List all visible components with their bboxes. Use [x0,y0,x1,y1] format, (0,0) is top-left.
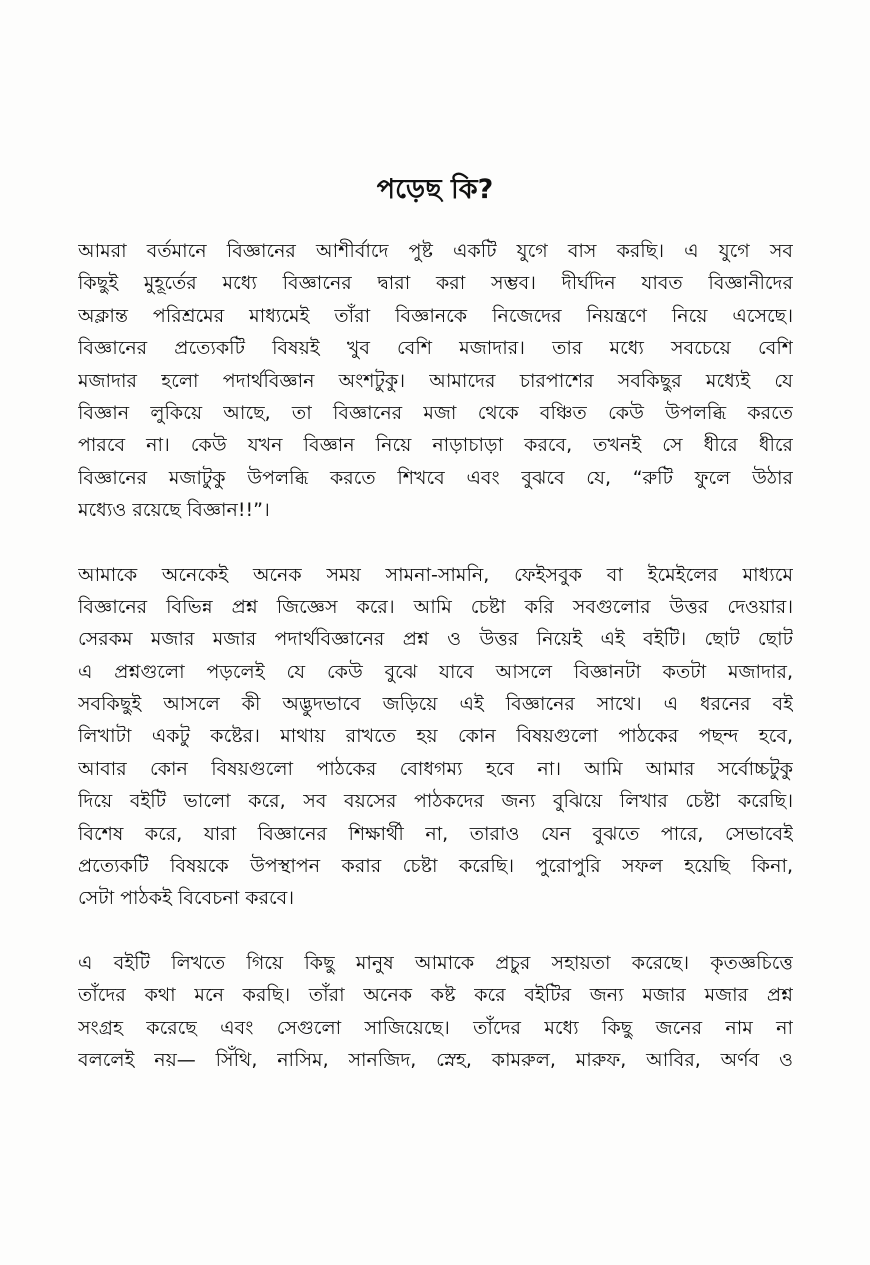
text-line: বিজ্ঞানের বিভিন্ন প্রশ্ন জিজ্ঞেস করে। আমি চেষ্টা করি সবগুলোর উত্তর দেওয়ার। [78,595,793,618]
text-line: এ বইটি লিখতে গিয়ে কিছু মানুষ আমাকে প্রচুর সহায়তা করেছে। কৃতজ্ঞচিত্তে [78,951,793,974]
text-line: আমরা বর্তমানে বিজ্ঞানের আশীর্বাদে পুষ্ট একটি যুগে বাস করছি। এ যুগে সব [78,240,793,262]
text-line: বিশেষ করে, যারা বিজ্ঞানের শিক্ষার্থী না, তারাও যেন বুঝতে পারে, সেভাবেই [78,822,793,845]
paragraph-2 [78,559,793,915]
text-line: আবার কোন বিষয়গুলো পাঠকের বোধগম্য হবে না। আমি আমার সর্বোচ্চটুকু [78,757,793,780]
paragraph-3 [78,947,793,1077]
paragraph-1 [78,235,793,527]
text-line: দিয়ে বইটি ভালো করে, সব বয়সের পাঠকদের জন্য বুঝিয়ে লিখার চেষ্টা করেছি। [78,790,793,813]
text-line: সংগ্রহ করেছে এবং সেগুলো সাজিয়েছে। তাঁদের মধ্যে কিছু জনের নাম না [78,1016,793,1039]
text-line: সবকিছুই আসলে কী অদ্ভুদভাবে জড়িয়ে এই বিজ্ঞানের সাথে। এ ধরনের বই [78,693,793,716]
text-line: অক্লান্ত পরিশ্রমের মাধ্যমেই তাঁরা বিজ্ঞানকে নিজেদের নিয়ন্ত্রণে নিয়ে এসেছে। [78,304,793,327]
text-line: বিজ্ঞানের প্রত্যেকটি বিষয়ই খুব বেশি মজাদার। তার মধ্যে সবচেয়ে বেশি [78,337,793,360]
text-line: পারবে না। কেউ যখন বিজ্ঞান নিয়ে নাড়াচাড়া করবে, তখনই সে ধীরে ধীরে [78,434,793,457]
text-line: বললেই নয়— সিঁথি, নাসিম, সানজিদ, স্নেহ, কামরুল, মারুফ, আবির, অর্ণব ও [78,1048,793,1071]
body-text [78,235,793,1076]
text-line: মধ্যেও রয়েছে বিজ্ঞান!!”। [78,499,270,522]
text-line: বিজ্ঞান লুকিয়ে আছে, তা বিজ্ঞানের মজা থেকে বঞ্চিত কেউ উপলব্ধি করতে [78,401,793,424]
page-title: পড়েছ কি? [376,174,494,205]
text-line: তাঁদের কথা মনে করছি। তাঁরা অনেক কষ্ট করে বইটির জন্য মজার মজার প্রশ্ন [78,984,793,1007]
text-line: মজাদার হলো পদার্থবিজ্ঞান অংশটুকু। আমাদের চারপাশের সবকিছুর মধ্যেই যে [78,369,793,392]
text-line: এ প্রশ্নগুলো পড়লেই যে কেউ বুঝে যাবে আসলে বিজ্ঞানটা কতটা মজাদার, [78,660,793,683]
text-line: লিখাটা একটু কষ্টের। মাথায় রাখতে হয় কোন বিষয়গুলো পাঠকের পছন্দ হবে, [78,725,793,748]
text-line: সেটা পাঠকই বিবেচনা করবে। [78,887,295,910]
text-line: বিজ্ঞানের মজাটুকু উপলব্ধি করতে শিখবে এবং বুঝবে যে, “রুটি ফুলে উঠার [78,466,793,489]
text-line: প্রত্যেকটি বিষয়কে উপস্থাপন করার চেষ্টা করেছি। পুরোপুরি সফল হয়েছি কিনা, [78,855,793,878]
text-line: সেরকম মজার মজার পদার্থবিজ্ঞানের প্রশ্ন ও উত্তর নিয়েই এই বইটি। ছোট ছোট [78,628,793,651]
text-line: কিছুই মুহূর্তের মধ্যে বিজ্ঞানের দ্বারা করা সম্ভব। দীর্ঘদিন যাবত বিজ্ঞানীদের [78,272,793,295]
text-line: আমাকে অনেকেই অনেক সময় সামনা-সামনি, ফেইসবুক বা ইমেইলের মাধ্যমে [78,563,793,586]
